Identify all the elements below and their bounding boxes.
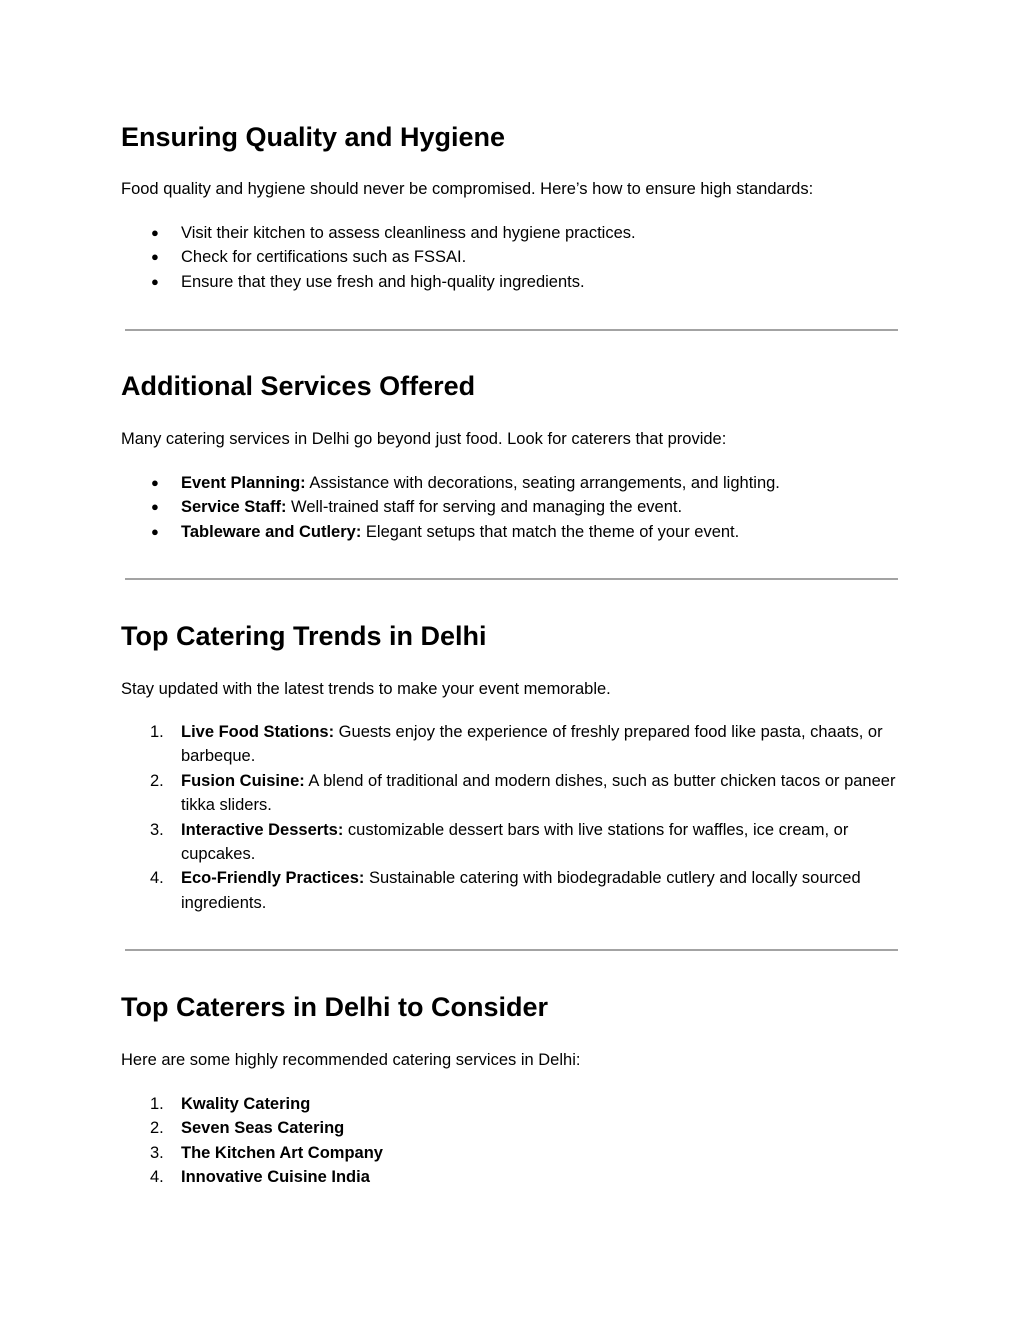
bullet-marker: ● [151, 475, 159, 490]
list-item [121, 520, 911, 544]
section-heading-quality-hygiene: Ensuring Quality and Hygiene [121, 122, 506, 152]
bullet-marker: ● [151, 249, 159, 265]
list-item [121, 818, 911, 867]
list-item [121, 1141, 911, 1165]
section-heading-additional-services: Additional Services Offered [121, 371, 476, 401]
list-item-text: Visit their kitchen to assess cleanliness and hygiene practices. [181, 224, 636, 242]
section-heading-catering-trends: Top Catering Trends in Delhi [121, 621, 487, 651]
list-item [121, 866, 911, 915]
list-number: 2. [150, 771, 164, 790]
bullet-list-additional-services [121, 471, 911, 544]
list-number: 2. [150, 1119, 164, 1138]
list-number: 1. [150, 1095, 164, 1113]
section-divider [125, 949, 898, 951]
list-item [121, 1116, 911, 1140]
list-item [121, 1092, 911, 1116]
list-number: 4. [150, 869, 164, 888]
bullet-marker: ● [151, 273, 159, 289]
list-item-text: Check for certifications such as FSSAI. [181, 248, 467, 267]
list-item [121, 221, 911, 245]
section-divider [125, 578, 898, 580]
list-item [121, 720, 911, 769]
section-intro-top-caterers: Here are some highly recommended catering services in Delhi: [121, 1051, 581, 1069]
list-item-text: Sustainable catering with biodegradable cutlery and locally sourced ingredients. [181, 869, 861, 912]
list-item-term: Eco-Friendly Practices: [181, 869, 365, 888]
list-item-term: Seven Seas Catering [181, 1119, 345, 1138]
list-item-text: Guests enjoy the experience of freshly prepared food like pasta, chaats, or barbeque. [181, 723, 883, 766]
list-item-text: customizable dessert bars with live stations for waffles, ice cream, or cupcakes. [181, 820, 849, 864]
list-item-text: A blend of traditional and modern dishes, such as butter chicken tacos or paneer tikka sliders. [181, 771, 896, 815]
list-item-term: Fusion Cuisine: [181, 771, 305, 790]
list-item-term: Service Staff: [181, 498, 287, 517]
bullet-marker: ● [151, 225, 159, 240]
list-item-term: Event Planning: [181, 474, 306, 492]
list-item-term: Innovative Cuisine India [181, 1168, 370, 1187]
list-item [121, 1165, 911, 1189]
bullet-list-quality-hygiene [121, 221, 911, 294]
list-item [121, 471, 911, 495]
list-item-term: Kwality Catering [181, 1095, 311, 1113]
list-item [121, 495, 911, 519]
numbered-list-catering-trends [121, 720, 911, 915]
section-intro-catering-trends: Stay updated with the latest trends to make your event memorable. [121, 680, 611, 698]
list-item [121, 769, 911, 818]
list-number: 3. [150, 820, 164, 839]
section-intro-additional-services: Many catering services in Delhi go beyond just food. Look for caterers that provide: [121, 430, 727, 448]
list-item-text: Well-trained staff for serving and managing the event. [286, 498, 683, 517]
list-item [121, 245, 911, 269]
list-item-text: Assistance with decorations, seating arrangements, and lighting. [305, 474, 780, 492]
numbered-list-top-caterers [121, 1092, 911, 1190]
list-item-term: Tableware and Cutlery: [181, 522, 362, 541]
list-item-text: Elegant setups that match the theme of your event. [361, 522, 740, 541]
list-item-term: The Kitchen Art Company [181, 1143, 383, 1162]
list-item-term: Interactive Desserts: [181, 820, 344, 839]
list-number: 1. [150, 723, 164, 741]
list-item [121, 270, 911, 294]
list-number: 4. [150, 1168, 164, 1187]
list-item-text: Ensure that they use fresh and high-quality ingredients. [181, 272, 585, 291]
list-item-term: Live Food Stations: [181, 723, 335, 741]
bullet-marker: ● [151, 499, 159, 515]
list-number: 3. [150, 1143, 164, 1162]
section-divider [125, 329, 898, 331]
bullet-marker: ● [151, 523, 159, 539]
section-heading-top-caterers: Top Caterers in Delhi to Consider [121, 992, 549, 1022]
section-intro-quality-hygiene: Food quality and hygiene should never be compromised. Here’s how to ensure high standards: [121, 180, 814, 198]
